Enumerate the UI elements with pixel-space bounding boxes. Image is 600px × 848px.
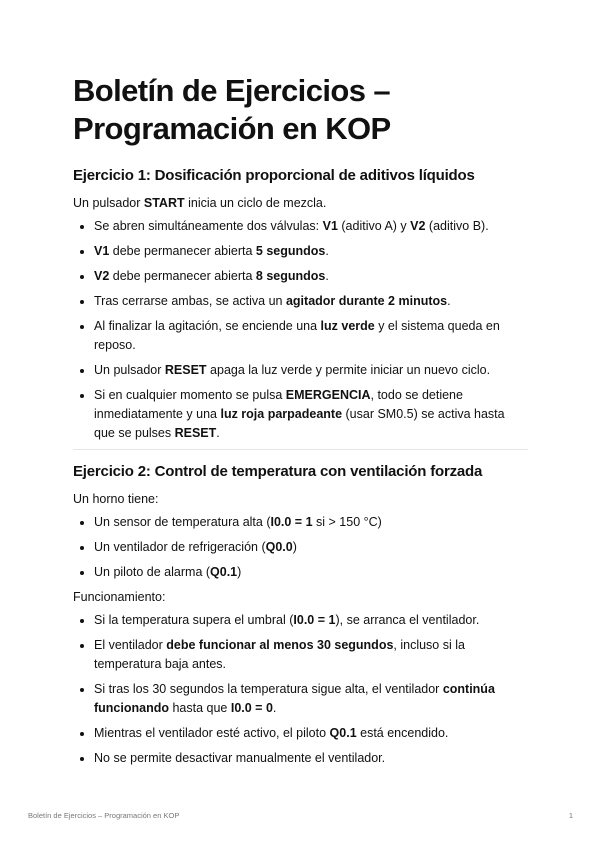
bold-text: EMERGENCIA bbox=[285, 388, 371, 402]
list-item bbox=[73, 292, 528, 311]
list-item bbox=[73, 636, 528, 674]
text: y el sistema queda en reposo. bbox=[94, 319, 500, 352]
bold-text: Q0.1 bbox=[210, 565, 238, 579]
exercise-1-list bbox=[73, 217, 528, 443]
section-divider bbox=[73, 449, 528, 450]
functioning-list bbox=[73, 611, 528, 768]
bold-text: debe funcionar al menos 30 segundos bbox=[166, 638, 394, 652]
exercise-2-list bbox=[73, 513, 528, 582]
text: . bbox=[272, 701, 277, 715]
text: Un piloto de alarma ( bbox=[94, 565, 211, 579]
text: hasta que bbox=[169, 701, 231, 715]
text: apaga la luz verde y permite iniciar un nuevo ciclo. bbox=[206, 363, 491, 377]
text: Si en cualquier momento se pulsa bbox=[94, 388, 286, 402]
document-title bbox=[73, 72, 528, 148]
text: Al finalizar la agitación, se enciende una bbox=[94, 319, 321, 333]
text: Un pulsador bbox=[73, 196, 144, 210]
bullet-icon bbox=[80, 644, 84, 648]
bullet-icon bbox=[80, 394, 84, 398]
list-item bbox=[73, 267, 528, 286]
list-item bbox=[73, 513, 528, 532]
exercise-1-intro bbox=[73, 194, 528, 212]
text: (usar SM0.5) se activa hasta que se pulses bbox=[94, 407, 505, 440]
bold-text: I0.0 = 1 bbox=[270, 515, 313, 529]
text: debe permanecer abierta bbox=[109, 244, 256, 258]
list-item bbox=[73, 386, 528, 443]
list-item bbox=[73, 611, 528, 630]
list-item bbox=[73, 217, 528, 236]
bold-text: V2 bbox=[410, 219, 426, 233]
bold-text: V2 bbox=[94, 269, 110, 283]
list-item bbox=[73, 749, 528, 768]
bold-text: 8 segundos bbox=[255, 269, 326, 283]
bullet-icon bbox=[80, 688, 84, 692]
bold-text: continúa funcionando bbox=[94, 682, 495, 715]
bold-text: 5 segundos bbox=[255, 244, 326, 258]
bullet-icon bbox=[80, 250, 84, 254]
text: ) bbox=[292, 540, 297, 554]
bold-text: RESET bbox=[174, 426, 217, 440]
list-item bbox=[73, 724, 528, 743]
list-item bbox=[73, 317, 528, 355]
text: inicia un ciclo de mezcla. bbox=[184, 196, 327, 210]
text: si > 150 °C) bbox=[312, 515, 382, 529]
bold-text: I0.0 = 1 bbox=[293, 613, 336, 627]
text: ), se arranca el ventilador. bbox=[335, 613, 480, 627]
bold-text: V1 bbox=[94, 244, 110, 258]
page-number: 1 bbox=[568, 811, 573, 820]
list-item bbox=[73, 361, 528, 380]
text: está encendido. bbox=[356, 726, 449, 740]
bold-text: I0.0 = 0 bbox=[230, 701, 273, 715]
bullet-icon bbox=[80, 300, 84, 304]
list-item bbox=[73, 538, 528, 557]
bold-text: luz roja parpadeante bbox=[220, 407, 343, 421]
bold-text: RESET bbox=[164, 363, 207, 377]
text: . bbox=[447, 294, 451, 308]
text: . bbox=[216, 426, 220, 440]
bullet-icon bbox=[80, 275, 84, 279]
bold-text: agitador durante 2 minutos bbox=[285, 294, 448, 308]
document-page bbox=[73, 72, 528, 774]
list-item bbox=[73, 242, 528, 261]
text: Un sensor de temperatura alta ( bbox=[94, 515, 271, 529]
title-line-2: Programación en KOP bbox=[73, 111, 391, 146]
text: Un pulsador bbox=[94, 363, 165, 377]
bullet-icon bbox=[80, 225, 84, 229]
bold-text: START bbox=[143, 196, 185, 210]
title-line-1: Boletín de Ejercicios – bbox=[73, 73, 390, 108]
functioning-label: Funcionamiento: bbox=[73, 590, 166, 604]
text: (aditivo A) y bbox=[337, 219, 411, 233]
bold-text: Q0.0 bbox=[265, 540, 293, 554]
text: ) bbox=[237, 565, 242, 579]
exercise-2-title: Ejercicio 2: Control de temperatura con ventilación forzada bbox=[73, 463, 483, 480]
bullet-icon bbox=[80, 571, 84, 575]
text: El ventilador bbox=[94, 638, 167, 652]
text: (aditivo B). bbox=[425, 219, 489, 233]
bullet-icon bbox=[80, 546, 84, 550]
text: , todo se detiene inmediatamente y una bbox=[94, 388, 463, 421]
text: . bbox=[325, 244, 329, 258]
bold-text: Q0.1 bbox=[329, 726, 357, 740]
page-footer bbox=[28, 811, 573, 820]
bullet-icon bbox=[80, 757, 84, 761]
bold-text: luz verde bbox=[320, 319, 375, 333]
text: Se abren simultáneamente dos válvulas: bbox=[94, 219, 323, 233]
text: , incluso si la temperatura baja antes. bbox=[94, 638, 465, 671]
text: Un ventilador de refrigeración ( bbox=[94, 540, 266, 554]
exercise-1-title: Ejercicio 1: Dosificación proporcional de aditivos líquidos bbox=[73, 167, 475, 184]
text: Si la temperatura supera el umbral ( bbox=[94, 613, 294, 627]
exercise-2-intro: Un horno tiene: bbox=[73, 492, 159, 506]
bullet-icon bbox=[80, 521, 84, 525]
bullet-icon bbox=[80, 369, 84, 373]
bold-text: V1 bbox=[322, 219, 338, 233]
text: Si tras los 30 segundos la temperatura sigue alta, el ventilador bbox=[94, 682, 443, 696]
text: debe permanecer abierta bbox=[109, 269, 256, 283]
list-item bbox=[73, 680, 528, 718]
text: No se permite desactivar manualmente el ventilador. bbox=[94, 751, 386, 765]
footer-text: Boletín de Ejercicios – Programación en KOP bbox=[28, 811, 180, 820]
bullet-icon bbox=[80, 325, 84, 329]
bullet-icon bbox=[80, 732, 84, 736]
text: . bbox=[325, 269, 329, 283]
text: Tras cerrarse ambas, se activa un bbox=[94, 294, 286, 308]
bullet-icon bbox=[80, 619, 84, 623]
list-item bbox=[73, 563, 528, 582]
text: Mientras el ventilador esté activo, el piloto bbox=[94, 726, 330, 740]
